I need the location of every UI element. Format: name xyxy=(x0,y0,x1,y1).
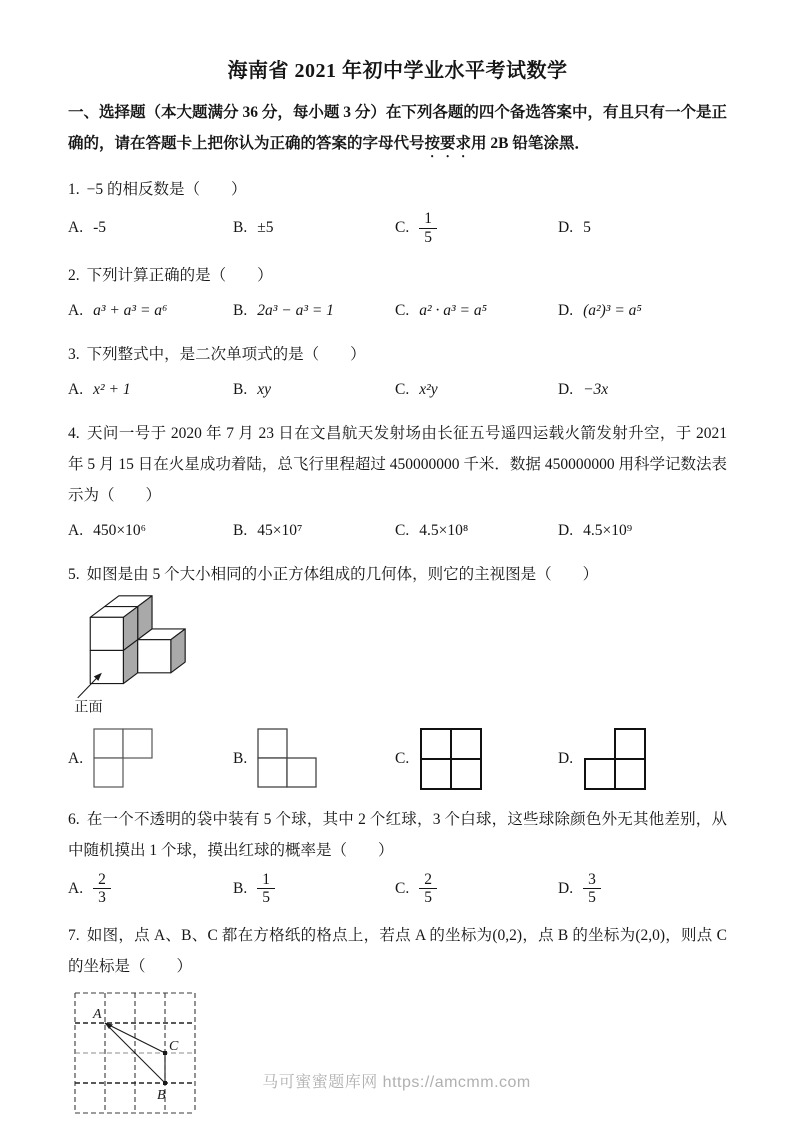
option-c xyxy=(395,871,558,908)
option-d xyxy=(558,522,727,540)
option-label: D. xyxy=(558,380,574,398)
option-label: A. xyxy=(68,380,84,398)
option-label: A. xyxy=(68,749,84,767)
option-label: D. xyxy=(558,301,574,319)
option-label: B. xyxy=(233,380,248,398)
option-b xyxy=(233,522,395,540)
vertex-c-dot xyxy=(163,1051,167,1055)
option-value: 4.5×10⁹ xyxy=(583,521,633,539)
option-a xyxy=(68,871,233,908)
question-5-text xyxy=(68,559,727,590)
question-1-text xyxy=(68,174,727,205)
option-c xyxy=(395,522,558,540)
option-label: A. xyxy=(68,301,84,319)
question-stem: 下列整式中，是二次单项式的是（ ） xyxy=(86,345,366,363)
question-7-text xyxy=(68,920,727,982)
fraction-numerator: 3 xyxy=(588,870,596,888)
option-value: (a²)³ = a⁵ xyxy=(583,301,642,319)
question-stem: 如图，点 A、B、C 都在方格纸的格点上，若点 A 的坐标为(0,2)，点 B 的坐标为(2,0)，则点 C 的坐标是（ ） xyxy=(68,927,727,976)
question-stem: −5 的相反数是（ ） xyxy=(86,181,247,198)
option-label: C. xyxy=(395,301,410,319)
section-intro-emphasis: 按要求 xyxy=(424,135,472,152)
page-title: 海南省 2021 年初中学业水平考试数学 xyxy=(227,60,568,82)
question-2-text xyxy=(68,260,727,291)
coordinate-grid-drawing xyxy=(72,988,198,1116)
option-d xyxy=(558,302,727,320)
option-value: ±5 xyxy=(257,219,274,237)
question-1-options xyxy=(68,210,727,247)
question-stem: 下列计算正确的是（ ） xyxy=(86,266,273,284)
question-2-options xyxy=(68,296,727,326)
option-b xyxy=(233,219,395,237)
footer-watermark: 马可蜜蜜题库网 https://amcmm.com xyxy=(262,1074,531,1091)
question-3-text xyxy=(68,339,727,370)
option-c xyxy=(395,210,558,247)
fraction-denominator: 3 xyxy=(93,888,111,907)
option-label: D. xyxy=(558,219,574,237)
option-d xyxy=(558,381,727,399)
section-intro-tail: 用 2B 铅笔涂黑． xyxy=(471,135,590,152)
option-value: 450×10⁶ xyxy=(93,521,146,539)
question-number: 7. xyxy=(68,927,80,945)
option-a xyxy=(68,219,233,237)
option-b xyxy=(233,871,395,908)
question-3-options xyxy=(68,375,727,405)
question-number: 2. xyxy=(68,266,80,284)
q7-grid-figure xyxy=(72,988,727,1121)
fraction-denominator: 5 xyxy=(583,888,601,907)
option-d xyxy=(558,219,727,237)
question-stem: 天问一号于 2020 年 7 月 23 日在文昌航天发射场由长征五号遥四运载火箭发射升空，于 2021 年 5 月 15 日在火星成功着陆，总飞行里程超过 450000000 千米．数据 450000000 用科学记数法表示为（ ） xyxy=(68,424,727,504)
option-d xyxy=(558,871,727,908)
option-label: C. xyxy=(395,521,410,539)
question-3 xyxy=(68,339,727,405)
section-intro-text: 一、选择题（本大题满分 36 分，每小题 3 分）在下列各题的四个备选答案中，有且只有一个是正确的，请在答题卡上把你认为正确的答案的字母代号 xyxy=(68,104,727,152)
question-6-options xyxy=(68,871,727,908)
option-value: x²y xyxy=(419,380,438,398)
option-label: D. xyxy=(558,879,574,897)
option-label: A. xyxy=(68,879,84,897)
option-label: B. xyxy=(233,219,248,237)
option-a xyxy=(68,381,233,399)
question-number: 5. xyxy=(68,565,80,583)
question-number: 6. xyxy=(68,810,80,828)
option-label: C. xyxy=(395,219,410,237)
option-value: a² · a³ = a⁵ xyxy=(419,301,487,319)
section-intro xyxy=(68,97,727,161)
option-label: D. xyxy=(558,749,574,767)
question-stem: 在一个不透明的袋中装有 5 个球，其中 2 个红球，3 个白球，这些球除颜色外无其他差别，从中随机摸出 1 个球，摸出红球的概率是（ ） xyxy=(68,810,727,859)
option-b xyxy=(233,728,395,790)
question-6 xyxy=(68,804,727,908)
option-b xyxy=(233,381,395,399)
cube-3d-drawing xyxy=(72,594,207,714)
option-c xyxy=(395,302,558,320)
option-d xyxy=(558,727,727,791)
option-a xyxy=(68,302,233,320)
point-c-label: C xyxy=(169,1039,179,1055)
option-b xyxy=(233,302,395,320)
front-label: 正面 xyxy=(74,698,103,714)
option-label: D. xyxy=(558,521,574,539)
option-label: B. xyxy=(233,879,248,897)
option-label: B. xyxy=(233,749,248,767)
fraction xyxy=(583,871,601,908)
option-a xyxy=(68,522,233,540)
view-option-c-figure xyxy=(419,727,483,791)
option-value: −3x xyxy=(583,380,609,398)
fraction-numerator: 2 xyxy=(98,870,106,888)
option-a xyxy=(68,728,233,790)
option-label: C. xyxy=(395,749,410,767)
question-number: 4. xyxy=(68,424,80,442)
question-5-options xyxy=(68,727,727,791)
fraction xyxy=(93,871,111,908)
view-option-d-figure xyxy=(583,727,647,791)
option-value: 5 xyxy=(583,219,591,237)
option-label: B. xyxy=(233,301,248,319)
fraction-denominator: 5 xyxy=(257,888,275,907)
fraction-numerator: 1 xyxy=(424,210,432,227)
option-label: A. xyxy=(68,521,84,539)
option-c xyxy=(395,381,558,399)
option-value: x² + 1 xyxy=(93,380,131,398)
question-5 xyxy=(68,559,727,791)
question-4-text xyxy=(68,418,727,511)
fraction xyxy=(419,871,437,908)
question-4-options xyxy=(68,516,727,546)
fraction-numerator: 2 xyxy=(424,870,432,888)
question-6-text xyxy=(68,804,727,866)
fraction xyxy=(419,210,437,247)
fraction xyxy=(257,871,275,908)
option-value: 4.5×10⁸ xyxy=(419,521,469,539)
option-label: B. xyxy=(233,521,248,539)
option-label: C. xyxy=(395,879,410,897)
q5-cube-figure xyxy=(72,594,727,719)
option-value: -5 xyxy=(93,219,106,237)
question-number: 1. xyxy=(68,181,80,198)
question-4 xyxy=(68,418,727,546)
fraction-denominator: 5 xyxy=(419,228,437,247)
fraction-numerator: 1 xyxy=(262,870,270,888)
question-1 xyxy=(68,174,727,247)
option-label: C. xyxy=(395,380,410,398)
view-option-b-figure xyxy=(257,728,319,790)
point-b-label: B xyxy=(157,1088,166,1104)
option-value: xy xyxy=(257,380,271,398)
question-2 xyxy=(68,260,727,326)
fraction-denominator: 5 xyxy=(419,888,437,907)
question-number: 3. xyxy=(68,345,80,363)
point-a-label: A xyxy=(93,1007,102,1023)
question-stem: 如图是由 5 个大小相同的小正方体组成的几何体，则它的主视图是（ ） xyxy=(86,565,599,583)
option-value: 45×10⁷ xyxy=(257,521,303,539)
option-label: A. xyxy=(68,219,84,237)
option-c xyxy=(395,727,558,791)
view-option-a-figure xyxy=(93,728,155,790)
option-value: a³ + a³ = a⁶ xyxy=(93,301,168,319)
option-value: 2a³ − a³ = 1 xyxy=(257,301,334,319)
